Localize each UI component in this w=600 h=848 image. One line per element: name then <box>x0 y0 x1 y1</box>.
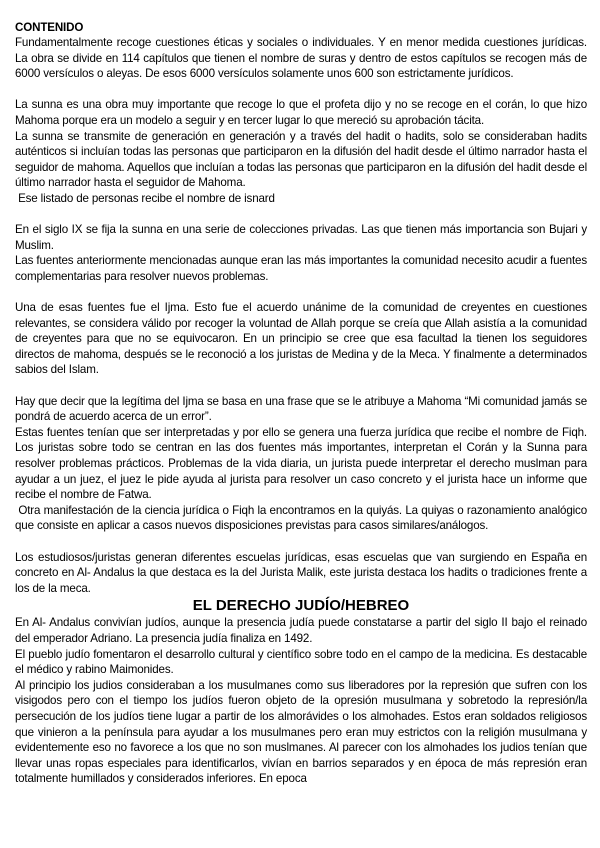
paragraph-ijma: Una de esas fuentes fue el Ijma. Esto fue el acuerdo unánime de la comunidad de creyentes en cuestiones relevantes, se considera válido por recoger la voluntad de Allah porque se creía que Allah asistía a la comunidad de creyentes para que no se equivocaron. En un principio se cree que esa facultad la tienen los seguidores directos de mahoma, después se le reconoció a los juristas de Medina y de la Meca. Y finalmente a determinados sabios del Islam. <box>15 301 587 377</box>
paragraph-represion: Al principio los judios consideraban a los musulmanes como sus liberadores por la represión que sufren con los visigodos pero con el tiempo los judíos fueron objeto de la opresión musulmana y sobretodo la represión/la persecución de los judíos tiene lugar a partir de los almorávides o los almohades. Estos eran soldados religiosos que vinieron a la península para ayudar a los musulmanes pero eran muy estrictos con la religión musulmana y evidentemente eso no favorece a los que no son muslmanes. Al parecer con los almohades los judios tenían que llevar unas ropas especiales para identificarlos, vivían en barrios separados y en época de más represión eran totalmente humillados y considerados inferiores. En epoca <box>15 678 587 786</box>
section-heading-derecho-judio: EL DERECHO JUDÍO/HEBREO <box>192 597 410 615</box>
paragraph-spacer <box>15 207 587 223</box>
paragraph-escuelas: Los estudiosos/juristas generan diferentes escuelas jurídicas, esas escuelas que van surgiendo en España en concreto en Al- Andalus la que destaca es la del Jurista Malik, este jurista destaca los hadits o tradiciones frente a los de la meca. <box>15 550 587 595</box>
paragraph-fuentes-complementarias: Las fuentes anteriormente mencionadas aunque eran las más importantes la comunidad necesito acudir a fuentes complementarias para resolver nuevos problemas. <box>15 254 587 283</box>
paragraph-sunna-transmission: La sunna se transmite de generación en generación y a través del hadit o hadits, solo se consideraban hadits auténticos si incluían todas las personas que participaron en la difusión del hadit desde el último narrador hasta el seguidor de mahoma. Aquellos que incluían a todas las personas que participaron en la difusión del hadit desde el último narrador hasta el seguidor de Mahoma. <box>15 129 587 190</box>
paragraph-al-andalus-judios: En Al- Andalus convivían judíos, aunque la presencia judía puede constatarse a partir del siglo II bajo el reinado del emperador Adriano. La presencia judía finaliza en 1492. <box>15 616 587 645</box>
paragraph-spacer <box>15 378 587 394</box>
paragraph-sunna-definition: La sunna es una obra muy importante que recoge lo que el profeta dijo y no se recoge en el corán, lo que hizo Mahoma porque era un modelo a seguir y en tercer lugar lo que mereció su aprobación tácita. <box>15 98 587 127</box>
paragraph-quiyas: Otra manifestación de la ciencia jurídica o Fiqh la encontramos en la quiyás. La quiyas o razonamiento analógico que consiste en aplicar a casos nuevos disposiciones previstas para casos similares/análogos. <box>15 503 591 533</box>
paragraph-spacer <box>15 285 587 301</box>
paragraph-spacer <box>15 82 587 98</box>
paragraph-cultura-judia: El pueblo judío fomentaron el desarrollo cultural y científico sobre todo en el campo de la medicina. Es destacable el médico y rabino Maimonides. <box>15 647 587 677</box>
paragraph-isnard: Ese listado de personas recibe el nombre de isnard <box>15 191 275 205</box>
section-heading-contenido: CONTENIDO <box>15 21 84 34</box>
paragraph-siglo-ix: En el siglo IX se fija la sunna en una serie de colecciones privadas. Las que tienen más importancia son Bujari y Muslim. <box>15 223 587 252</box>
document-page <box>15 21 591 787</box>
paragraph-ijma-legitimacy: Hay que decir que la legítima del Ijma se basa en una frase que se le atribuye a Mahoma “Mi comunidad jamás se pondrá de acuerdo acerca de un error”. <box>15 394 587 424</box>
paragraph-contenido-intro: Fundamentalmente recoge cuestiones éticas y sociales o individuales. Y en menor medida cuestiones jurídicas. La obra se divide en 114 capítulos que tienen el nombre de suras y dentro de estos capítulos se recogen más de 6000 versículos o aleyas. De esos 6000 versículos solamente unos 600 son estrictamente jurídicos. <box>15 36 587 81</box>
paragraph-spacer <box>15 534 587 550</box>
paragraph-fiqh: Estas fuentes tenían que ser interpretadas y por ello se genera una fuerza jurídica que recibe el nombre de Fiqh. Los juristas sobre todo se centran en las dos fuentes más importantes, interpretan el Corán y la Sunna para resolver problemas prácticos. Problemas de la vida diaria, un jurista puede interpretar el derecho muslman para ayudar a un juez, el juez le pide ayuda al jurista para resolver un caso concreto y el jurista hace un informe que recibe el nombre de Fatwa. <box>15 425 587 502</box>
